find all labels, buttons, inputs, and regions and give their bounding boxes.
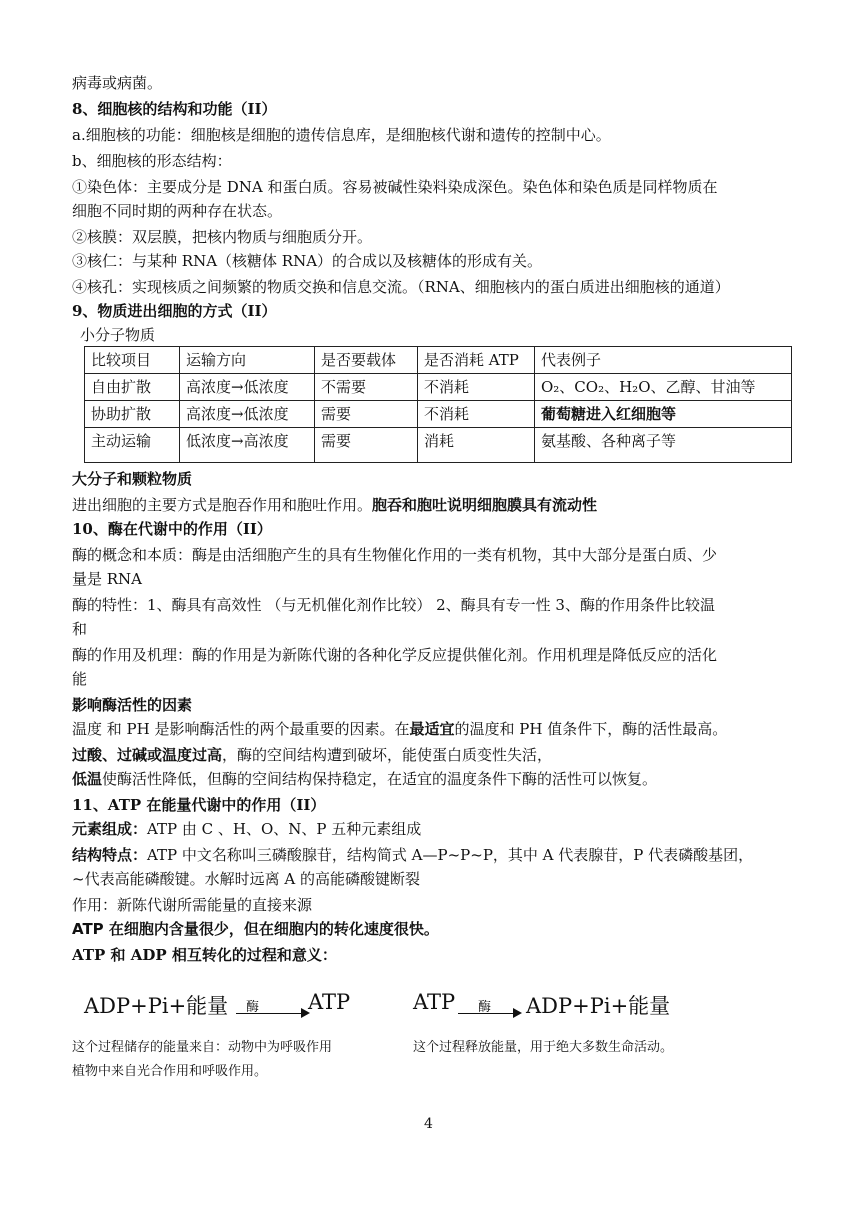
bold-text: 低温 [72,770,103,788]
subheading-macromolecules: 大分子和颗粒物质 [72,470,193,488]
table-row [85,401,792,428]
reaction-arrow-left [236,1013,308,1014]
table-cell: 氨基酸、各种离子等 [535,428,792,463]
table-header-cell: 运输方向 [180,347,315,374]
text-line: ③核仁：与某种 RNA（核糖体 RNA）的合成以及核糖体的形成有关。 [72,252,543,270]
text-line: ~代表高能磷酸键。水解时远离 A 的高能磷酸键断裂 [72,870,420,888]
table-cell: 需要 [315,428,418,463]
text-span: ，酶的空间结构遭到破坏，能使蛋白质变性失活， [222,746,553,764]
bold-text: 胞吞和胞吐说明细胞膜具有流动性 [372,496,598,514]
table-cell: 葡萄糖进入红细胞等 [535,401,792,428]
text-line [72,494,597,516]
enzyme-label-left: 酶 [246,1000,260,1015]
bold-text: 元素组成： [72,820,148,838]
reaction-note: 这个过程释放能量，用于绝大多数生命活动。 [413,1040,674,1055]
table-row [85,374,792,401]
table-cell: 不需要 [315,374,418,401]
table-header-cell: 是否要载体 [315,347,418,374]
table-cell: 主动运输 [85,428,180,463]
transport-table [84,346,792,463]
table-cell: 需要 [315,401,418,428]
text-line: 酶的作用及机理：酶的作用是为新陈代谢的各种化学反应提供催化剂。作用机理是降低反应的活化 [72,646,718,664]
bold-text: 结构特点： [72,846,148,864]
table-cell: 自由扩散 [85,374,180,401]
table-header-cell: 代表例子 [535,347,792,374]
text-line: 细胞不同时期的两种存在状态。 [72,202,283,220]
text-span: 温度 和 PH 是影响酶活性的两个最重要的因素。在 [72,720,410,738]
table-header-cell: 比较项目 [85,347,180,374]
text-line: 病毒或病菌。 [72,74,163,92]
text-line: ①染色体：主要成分是 DNA 和蛋白质。容易被碱性染料染成深色。染色体和染色质是同样物质在 [72,178,718,196]
reaction-arrow-right [458,1013,520,1014]
enzyme-label-right: 酶 [478,1000,492,1015]
table-cell: 消耗 [418,428,535,463]
text-line [72,844,753,866]
text-line [72,744,552,766]
reaction-left-product: ATP [308,990,351,1014]
bold-text: 最适宜 [409,720,455,738]
text-line: 酶的特性：1、酶具有高效性 （与无机催化剂作比较） 2、酶具有专一性 3、酶的作用条件比较温 [72,596,715,614]
text-span: 使酶活性降低，但酶的空间结构保持稳定，在适宜的温度条件下酶的活性可以恢复。 [102,770,658,788]
text-line [72,768,657,790]
bold-statement: ATP 在细胞内含量很少，但在细胞内的转化速度很快。 [72,920,439,938]
text-line: ④核孔：实现核质之间频繁的物质交换和信息交流。（RNA、细胞核内的蛋白质进出细胞核的通道） [72,278,730,296]
reaction-right-reactant: ATP [413,990,456,1014]
text-line: 作用：新陈代谢所需能量的直接来源 [72,896,313,914]
text-line: 能 [72,670,88,688]
table-header-cell: 是否消耗 ATP [418,347,535,374]
reaction-left-reactant: ADP+Pi+能量 [84,994,229,1018]
table-row [85,428,792,463]
bold-text: 过酸、过碱或温度过高 [72,746,223,764]
table-cell: 不消耗 [418,374,535,401]
text-line: b、细胞核的形态结构： [72,152,232,170]
text-line: 和 [72,620,88,638]
subheading-enzyme-factors: 影响酶活性的因素 [72,696,193,714]
table-cell: O₂、CO₂、H₂O、乙醇、甘油等 [535,374,792,401]
reaction-right-product: ADP+Pi+能量 [526,994,671,1018]
text-span: 的温度和 PH 值条件下，酶的活性最高。 [454,720,728,738]
section-heading-8: 8、细胞核的结构和功能（II） [72,100,277,118]
subheading-small-molecules: 小分子物质 [80,326,156,344]
page-number: 4 [424,1116,433,1132]
text-line [72,818,421,840]
text-line: 酶的概念和本质：酶是由活细胞产生的具有生物催化作用的一类有机物，其中大部分是蛋白质、少 [72,546,718,564]
text-line: ②核膜：双层膜，把核内物质与细胞质分开。 [72,228,373,246]
table-cell: 协助扩散 [85,401,180,428]
subheading-atp-adp: ATP 和 ADP 相互转化的过程和意义： [72,946,337,964]
text-line: a.细胞核的功能：细胞核是细胞的遗传信息库，是细胞核代谢和遗传的控制中心。 [72,126,611,144]
text-span: ATP 由 C 、H、O、N、P 五种元素组成 [147,820,422,838]
text-span: 进出细胞的主要方式是胞吞作用和胞吐作用。 [72,496,373,514]
table-header-row [85,347,792,374]
table-cell: 不消耗 [418,401,535,428]
text-span: ATP 中文名称叫三磷酸腺苷，结构简式 A—P~P~P，其中 A 代表腺苷，P 代表磷酸基团， [147,846,754,864]
section-heading-9: 9、物质进出细胞的方式（II） [72,302,277,320]
text-line [72,718,727,740]
table-cell: 高浓度→低浓度 [180,401,315,428]
section-heading-11: 11、ATP 在能量代谢中的作用（II） [72,796,326,814]
section-heading-10: 10、酶在代谢中的作用（II） [72,520,272,538]
table-cell: 低浓度→高浓度 [180,428,315,463]
table-cell: 高浓度→低浓度 [180,374,315,401]
reaction-note: 这个过程储存的能量来自：动物中为呼吸作用 [72,1040,333,1055]
reaction-note: 植物中来自光合作用和呼吸作用。 [72,1064,268,1079]
text-line: 量是 RNA [72,570,143,588]
